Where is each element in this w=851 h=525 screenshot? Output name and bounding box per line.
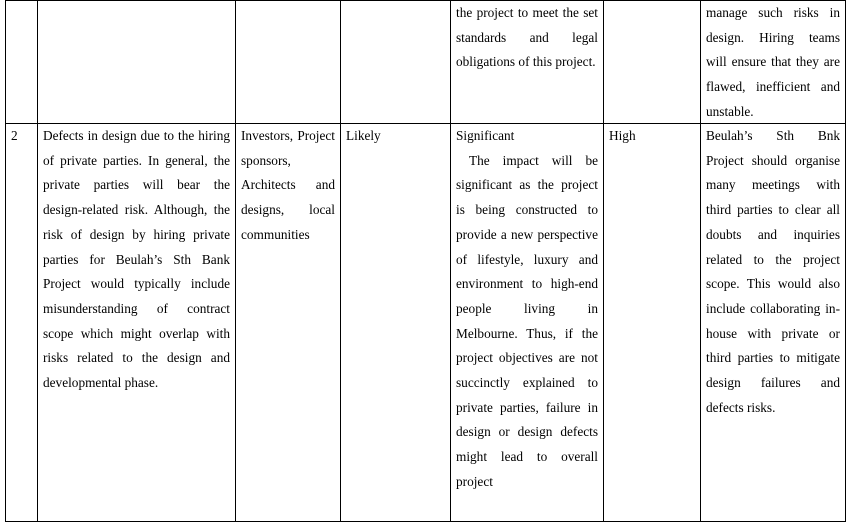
table-row <box>6 1 846 124</box>
impact-text: The impact will be significant as the project is being constructed to provide a new perspective of lifestyle, luxury and environment to high-end people living in Melbourne. Thus, if the project objectives are not succinctly explained to private parties, failure in design or design defects might lead to overall project <box>456 152 602 489</box>
mitigation-cell: Beulah’s Sth Bnk Project should organise many meetings with third parties to clear all doubts and inquiries related to the project scope. This would also include collaborating in-house with private or third parties to mitigate design failures and defects risks. <box>701 124 846 522</box>
table-row <box>6 124 846 522</box>
risk-description-cell <box>38 1 236 124</box>
risk-description-cell: Defects in design due to the hiring of private parties. In general, the private parties will bear the design-related risk. Although, the risk of design by hiring private parties for Beulah’s Sth Bank Project would typically include misunderstanding of contract scope which might overlap with risks related to the design and developmental phase. <box>38 124 236 522</box>
row-number-cell: 2 <box>6 124 38 522</box>
risk-register-table <box>5 0 846 522</box>
mitigation-cell: manage such risks in design. Hiring teams will ensure that they are flawed, inefficient and unstable. <box>701 1 846 124</box>
likelihood-cell <box>341 1 451 124</box>
rating-cell: High <box>604 124 701 522</box>
impact-heading: Significant <box>456 128 515 143</box>
likelihood-cell: Likely <box>341 124 451 522</box>
stakeholders-cell <box>236 1 341 124</box>
impact-cell: the project to meet the set standards and legal obligations of this project. <box>451 1 604 124</box>
rating-cell <box>604 1 701 124</box>
impact-cell <box>451 124 604 522</box>
stakeholders-cell: Investors, Project sponsors, Architects and designs, local communities <box>236 124 341 522</box>
row-number-cell <box>6 1 38 124</box>
